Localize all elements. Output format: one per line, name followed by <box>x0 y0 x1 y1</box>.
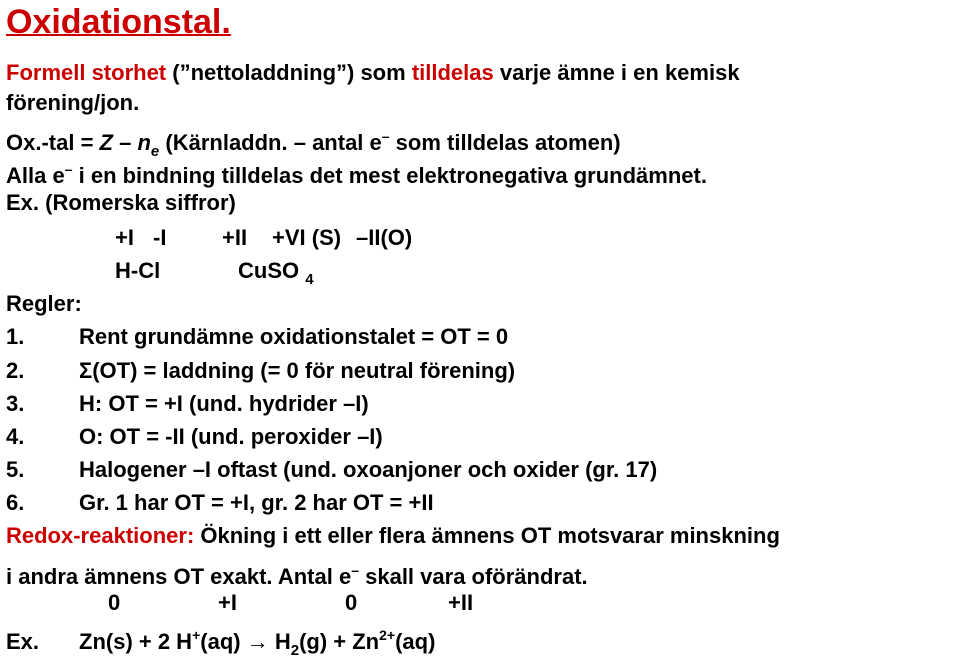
formula-sub: 4 <box>305 271 314 288</box>
redox-equation <box>6 622 435 664</box>
page-title: Oxidationstal. <box>6 3 231 41</box>
rules-heading: Regler: <box>6 291 82 316</box>
rule-text: Halogener –I oftast (und. oxoanjoner och oxider (gr. 17) <box>79 457 658 482</box>
redox-text-2a: i andra ämnens OT exakt. Antal e <box>6 564 352 589</box>
def-electron-charge: – <box>381 128 390 144</box>
def-n-sub: e <box>150 143 160 160</box>
rule-text: Gr. 1 har OT = +I, gr. 2 har OT = +II <box>79 490 434 515</box>
def-label: Ox.-tal = <box>6 130 100 155</box>
rule-3 <box>6 391 369 417</box>
term-assigned: tilldelas <box>411 60 494 85</box>
ot-o: –II(O) <box>356 225 413 250</box>
alla-e: Alla e <box>6 163 65 188</box>
rule-2 <box>6 358 515 384</box>
rule-6 <box>6 490 434 516</box>
redox-text-2b: skall vara oförändrat. <box>359 564 588 589</box>
formula-cuso4 <box>238 258 314 293</box>
rule-text: H: OT = +I (und. hydrider –I) <box>79 391 369 416</box>
eq-aq: (aq) <box>200 629 247 654</box>
ot-zn2: +II <box>448 590 474 615</box>
rule-number: 1. <box>6 324 25 349</box>
redox-text-1: Ökning i ett eller flera ämnens OT motsvarar minskning <box>194 523 780 548</box>
def-dash: – <box>113 130 138 155</box>
rule-text: (OT) = laddning (= 0 för neutral förening) <box>92 358 516 383</box>
intro-line-2: förening/jon. <box>6 90 140 115</box>
example-label: Ex. <box>6 629 40 654</box>
eq-products: (g) + Zn <box>299 629 380 654</box>
rule-number: 4. <box>6 424 25 449</box>
def-text-a: (Kärnladdn. – antal e <box>159 130 382 155</box>
rule-number: 3. <box>6 391 25 416</box>
ot-h2: 0 <box>345 590 358 615</box>
intro-line-1 <box>6 60 740 86</box>
redox-line-2 <box>6 557 588 590</box>
rule-number: 5. <box>6 457 25 482</box>
ot-h-plus: +I <box>218 590 237 615</box>
rule-4 <box>6 424 383 450</box>
electron-charge: – <box>64 161 73 177</box>
reaction-arrow-icon: → <box>246 629 269 654</box>
ot-zn: 0 <box>108 590 121 615</box>
rule-text: O: OT = -II (und. peroxider –I) <box>79 424 383 449</box>
eq-h: H <box>268 629 291 654</box>
formula-hcl: H-Cl <box>115 258 161 283</box>
ot-cl: -I <box>153 225 167 250</box>
sigma-symbol: Σ <box>79 358 93 383</box>
rule-1 <box>6 324 508 350</box>
electron-assignment-line <box>6 156 707 189</box>
h-charge: + <box>192 627 201 643</box>
example-heading: Ex. (Romerska siffror) <box>6 190 236 215</box>
def-n: n <box>137 130 151 155</box>
def-text-b: som tilldelas atomen) <box>389 130 621 155</box>
ot-s: +VI (S) <box>272 225 342 250</box>
redox-label: Redox-reaktioner: <box>6 523 195 548</box>
rule-number: 2. <box>6 358 25 383</box>
rule-5 <box>6 457 657 483</box>
ot-cu: +II <box>222 225 248 250</box>
ot-h: +I <box>115 225 134 250</box>
term-formal-quantity: Formell storhet <box>6 60 167 85</box>
intro-line-1-b: (”nettoladdning”) som <box>172 60 406 85</box>
rule-text: Rent grundämne oxidationstalet = OT = 0 <box>79 324 509 349</box>
eq-aq-end: (aq) <box>395 629 436 654</box>
zn-charge: 2+ <box>379 627 396 643</box>
def-z: Z <box>99 130 113 155</box>
rule-number: 6. <box>6 490 25 515</box>
redox-line-1 <box>6 523 780 549</box>
formula-cuso: CuSO <box>238 258 300 283</box>
eq-reactants: Zn(s) + 2 H <box>79 629 193 654</box>
h2-sub: 2 <box>290 642 300 659</box>
intro-line-1-d: varje ämne i en kemisk <box>499 60 740 85</box>
electron-charge: – <box>351 562 359 578</box>
assignment-text: i en bindning tilldelas det mest elektronegativa grundämnet. <box>72 163 707 188</box>
